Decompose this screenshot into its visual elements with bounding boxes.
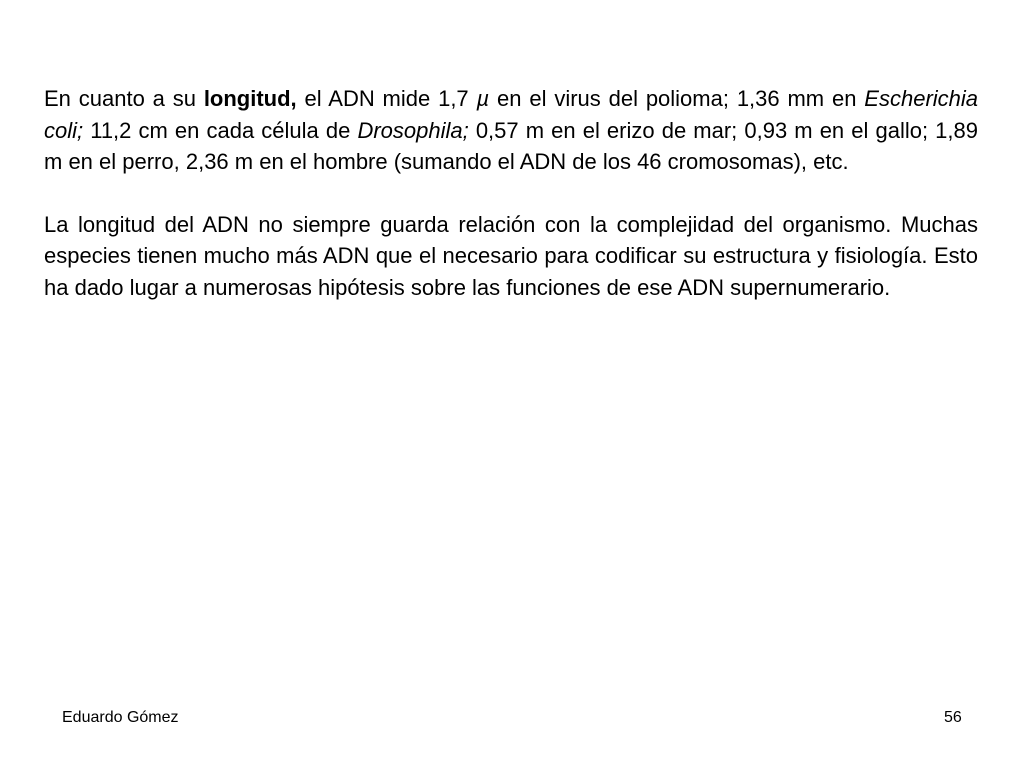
paragraph-text-part-1: el ADN mide 1,7 [296, 86, 477, 111]
footer-author: Eduardo Gómez [62, 709, 179, 726]
micron-unit-symbol: µ [476, 86, 490, 111]
dna-length-paragraph [44, 83, 978, 178]
paragraph-text-part-2: en el virus del polioma; 1,36 mm en [489, 86, 865, 111]
page-number: 56 [944, 709, 962, 726]
species-drosophila: Drosophila; [357, 117, 469, 143]
longitud-keyword: longitud, [203, 86, 297, 111]
paragraph-intro-text: En cuanto a su [44, 86, 204, 111]
dna-complexity-paragraph: La longitud del ADN no siempre guarda relación con la complejidad del organismo. Muchas especies tienen mucho más ADN que el necesario para codificar su estructura y fisiología. Esto ha dado lugar a numerosas hipótesis sobre las funciones de ese ADN supernumerario. [44, 211, 978, 300]
paragraph-text-part-4: 0,57 m en el erizo de mar; 0,93 m en el gallo; 1,89 m en el perro, 2,36 m en el hombre (sumando el ADN de los 46 cromosomas), etc. [44, 117, 978, 174]
species-escherichia-coli: Escherichia coli; [44, 86, 979, 143]
slide-body [44, 83, 978, 303]
paragraph-text-part-3: 11,2 cm en cada célula de [83, 117, 358, 143]
